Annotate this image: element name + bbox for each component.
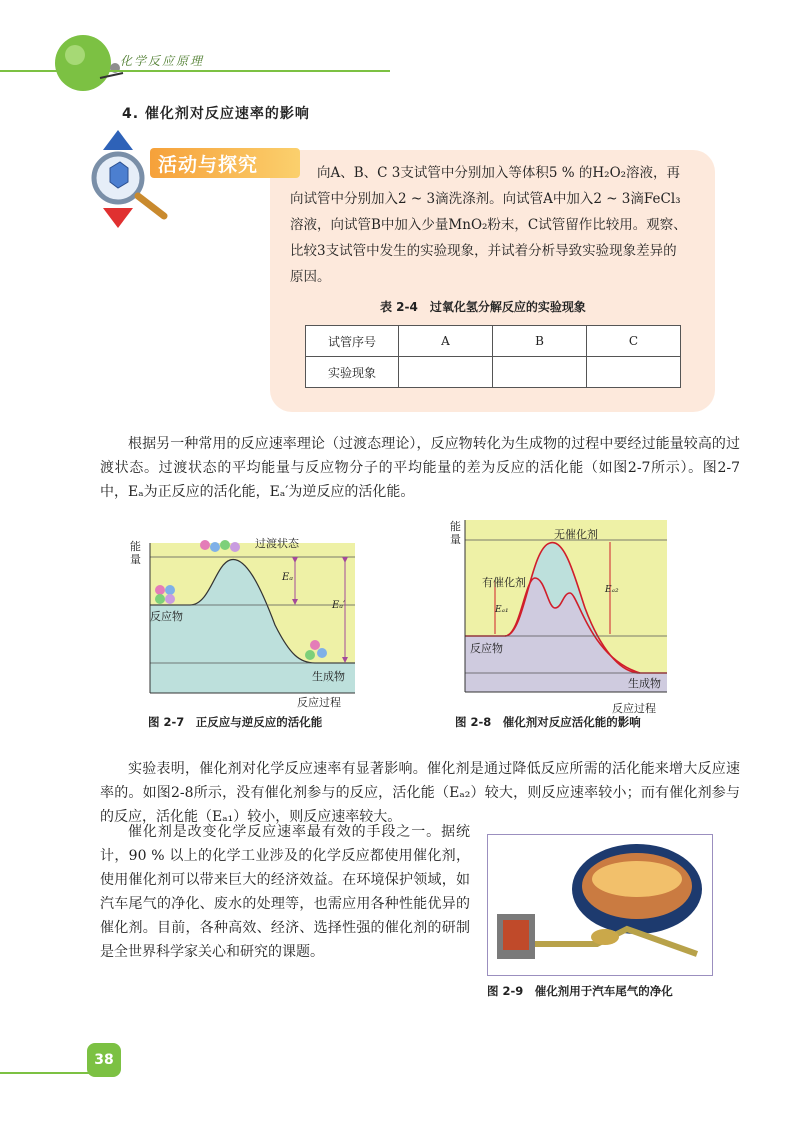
header-rule: [0, 70, 390, 72]
paragraph-catalyst-importance: 催化剂是改变化学反应速率最有效的手段之一。据统计，90 % 以上的化学工业涉及的化学反应都使用催化剂，使用催化剂可以带来巨大的经济效益。在环境保护领域，如汽车尾气的净化、废水的处理等，也需应用各种性能优异的催化剂。目前，各种高效、经济、选择性强的催化剂的研制是全世界科学家关心和研究的课题。: [100, 824, 470, 960]
table-row: [306, 326, 681, 357]
section-title: 4. 催化剂对反应速率的影响: [122, 106, 310, 122]
magnifier-icon: [88, 130, 168, 230]
footer-rule: [0, 1072, 90, 1074]
fig27-ea-label: Eₐ: [282, 572, 294, 583]
header-logo-icon: [45, 28, 125, 98]
fig28-no-catalyst-label: 无催化剂: [554, 528, 598, 541]
paragraph-catalyst-effect: 实验表明，催化剂对化学反应速率有显著影响。催化剂是通过降低反应所需的活化能来增大反应速率的。如图2-8所示，没有催化剂参与的反应，活化能（Eₐ₂）较大，则反应速率较小；而有催化剂参与的反应，活化能（Eₐ₁）较小，则反应速率较大。: [100, 761, 740, 825]
fig27-caption: 图 2-7 正反应与逆反应的活化能: [148, 715, 323, 729]
table-cell: A: [399, 326, 493, 357]
fig28-ea2-label: Eₐ₂: [605, 585, 619, 595]
table-row-header: 实验现象: [306, 357, 399, 388]
table-cell: [399, 357, 493, 388]
header-title: 化学反应原理: [120, 54, 205, 68]
figure-2-8: [450, 518, 670, 698]
table-cell: B: [493, 326, 587, 357]
table-cell: [587, 357, 681, 388]
fig27-ea-prime-label: Eₐ′: [332, 600, 346, 611]
table-cell: C: [587, 326, 681, 357]
fig27-reactant-label: 反应物: [150, 610, 183, 623]
fig27-ylabel: 能量: [130, 540, 141, 566]
paragraph-transition-theory: 根据另一种常用的反应速率理论（过渡态理论），反应物转化为生成物的过程中要经过能量较高的过渡状态。过渡状态的平均能量与反应物分子的平均能量的差为反应的活化能（如图2-7所示）。图2-7中，Eₐ为正反应的活化能，Eₐ′为逆反应的活化能。: [100, 436, 740, 500]
fig28-ea1-label: Eₐ₁: [495, 605, 509, 615]
table-row: [306, 357, 681, 388]
activity-label: 活动与探究: [158, 154, 259, 176]
fig28-ylabel: 能量: [450, 520, 461, 546]
car-exhaust-catalyst-icon: [487, 834, 713, 976]
fig28-xlabel: 反应过程: [612, 702, 656, 715]
page-number: 38: [87, 1043, 121, 1077]
fig28-with-catalyst-label: 有催化剂: [482, 576, 526, 589]
table-cell: [493, 357, 587, 388]
table-row-header: 试管序号: [306, 326, 399, 357]
fig27-transition-label: 过渡状态: [255, 537, 299, 550]
fig28-reactant-label: 反应物: [470, 642, 503, 655]
activity-text: 向A、B、C 3支试管中分别加入等体积5 % 的H₂O₂溶液，再向试管中分别加入2 ~ 3滴洗涤剂。向试管A中加入2 ~ 3滴FeCl₃溶液，向试管B中加入少量MnO₂粉末，C试管留作比较用。观察、比较3支试管中发生的实验现象，并试着分析导致实验现象差异的原因。: [290, 165, 687, 285]
fig28-caption: 图 2-8 催化剂对反应活化能的影响: [455, 715, 641, 729]
table-caption: 表 2-4 过氧化氢分解反应的实验现象: [380, 300, 586, 314]
experiment-table: [305, 325, 681, 388]
fig29-caption: 图 2-9 催化剂用于汽车尾气的净化: [487, 984, 673, 998]
fig27-xlabel: 反应过程: [297, 696, 341, 709]
fig28-product-label: 生成物: [628, 677, 661, 690]
fig27-product-label: 生成物: [312, 670, 345, 683]
